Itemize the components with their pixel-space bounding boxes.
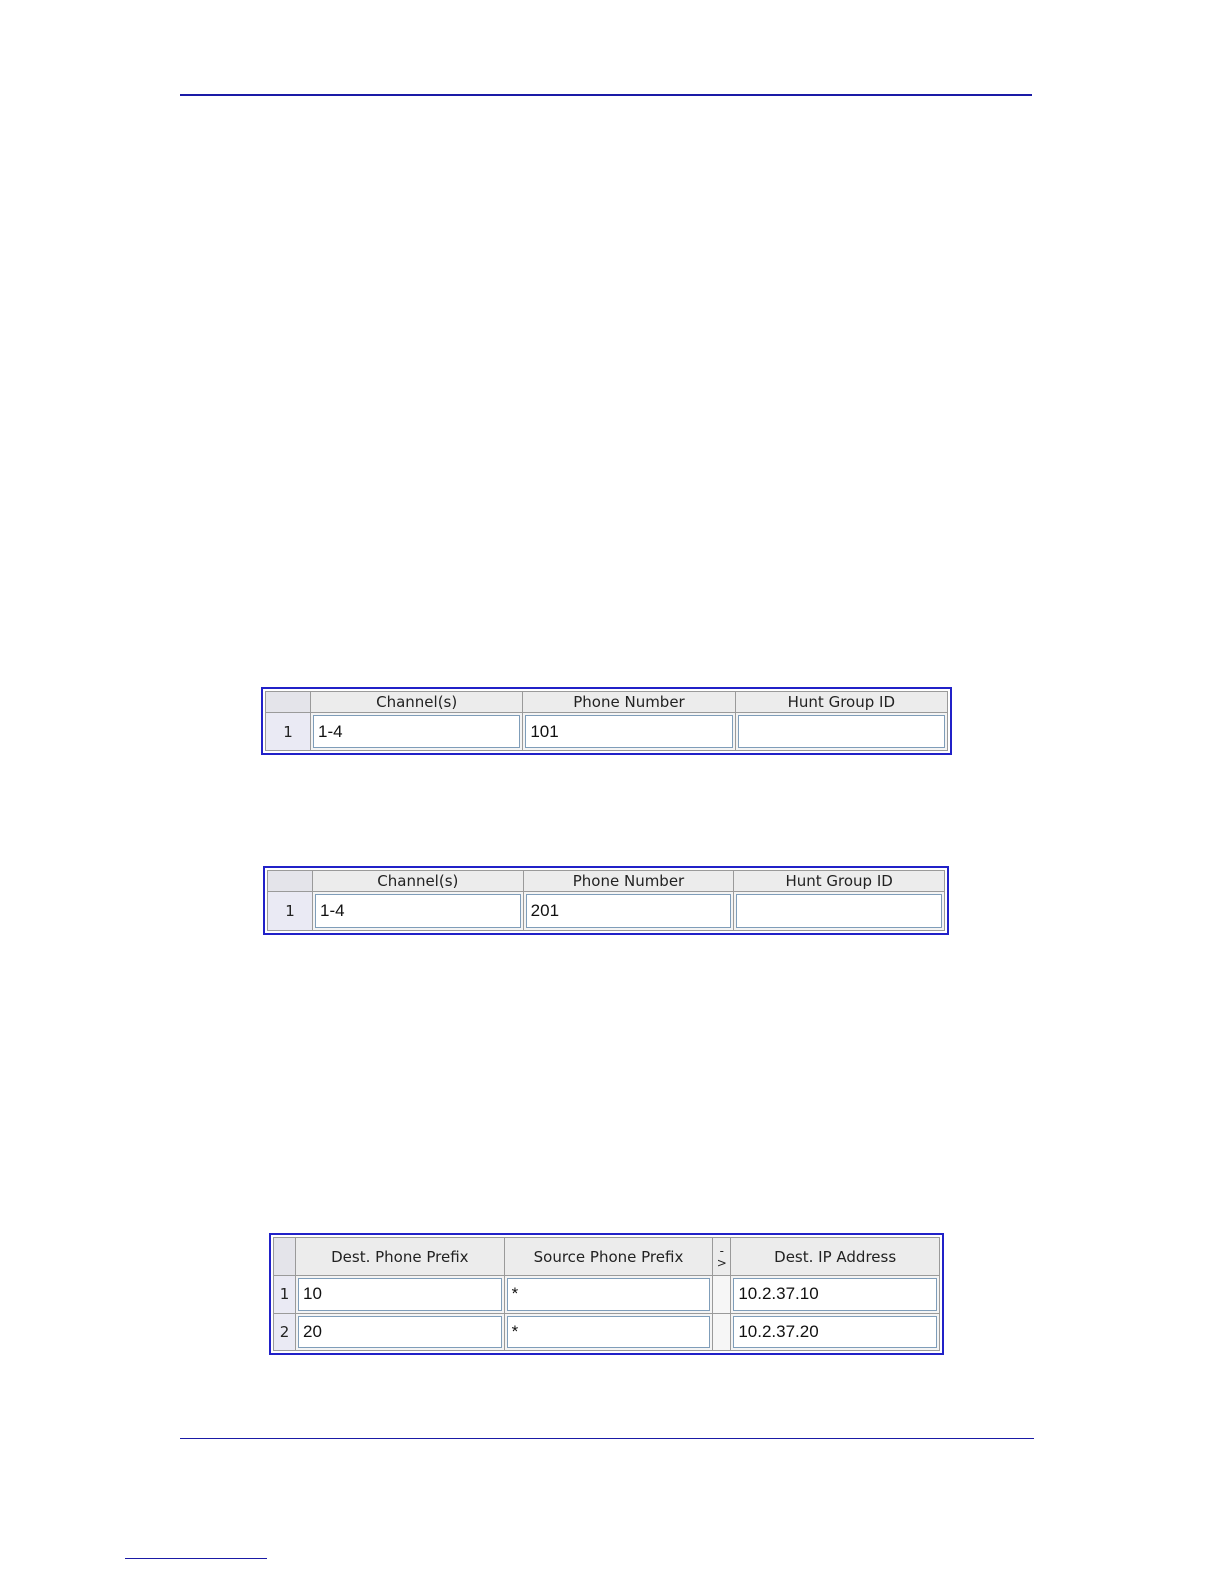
table-row <box>268 892 945 931</box>
hunt-group-id-input[interactable] <box>736 894 942 928</box>
table-header-row <box>274 1238 940 1276</box>
table-row <box>266 713 948 751</box>
phone-number-column-header: Phone Number <box>523 871 734 892</box>
channels-input[interactable]: 1-4 <box>313 715 520 748</box>
phone-number-column-header: Phone Number <box>523 692 735 713</box>
channels-column-header: Channel(s) <box>311 692 523 713</box>
dest-ip-address-column-header: Dest. IP Address <box>731 1238 940 1276</box>
tel-to-ip-routing-table <box>269 1233 944 1355</box>
row-index: 1 <box>268 892 313 931</box>
dest-ip-address-input[interactable]: 10.2.37.10 <box>733 1278 937 1311</box>
row-index: 2 <box>274 1313 296 1351</box>
endpoint-phone-number-table-1 <box>261 687 952 755</box>
arrow-cell <box>713 1313 731 1351</box>
dest-phone-prefix-column-header: Dest. Phone Prefix <box>296 1238 505 1276</box>
arrow-cell <box>713 1276 731 1314</box>
table-header-row <box>266 692 948 713</box>
hunt-group-id-column-header: Hunt Group ID <box>734 871 945 892</box>
index-column-header <box>268 871 313 892</box>
phone-number-input[interactable]: 101 <box>525 715 732 748</box>
phone-number-input[interactable]: 201 <box>526 894 732 928</box>
row-index: 1 <box>266 713 311 751</box>
arrow-column-header <box>713 1238 731 1276</box>
hunt-group-id-column-header: Hunt Group ID <box>735 692 947 713</box>
table-row <box>274 1276 940 1314</box>
table-row <box>274 1313 940 1351</box>
row-index: 1 <box>274 1276 296 1314</box>
dest-ip-address-input[interactable]: 10.2.37.20 <box>733 1316 937 1349</box>
footer-rule <box>180 1438 1034 1439</box>
index-column-header <box>274 1238 296 1276</box>
header-rule <box>180 94 1032 96</box>
source-phone-prefix-input[interactable]: * <box>507 1278 711 1311</box>
table-header-row <box>268 871 945 892</box>
source-phone-prefix-input[interactable]: * <box>507 1316 711 1349</box>
footnote-rule <box>125 1558 267 1559</box>
arrow-header-line-2: > <box>716 1255 727 1270</box>
index-column-header <box>266 692 311 713</box>
endpoint-phone-number-table-2 <box>263 866 949 935</box>
dest-phone-prefix-input[interactable]: 20 <box>298 1316 502 1349</box>
channels-column-header: Channel(s) <box>313 871 524 892</box>
hunt-group-id-input[interactable] <box>738 715 945 748</box>
dest-phone-prefix-input[interactable]: 10 <box>298 1278 502 1311</box>
source-phone-prefix-column-header: Source Phone Prefix <box>504 1238 713 1276</box>
arrow-header-line-1: - <box>719 1243 724 1258</box>
channels-input[interactable]: 1-4 <box>315 894 521 928</box>
